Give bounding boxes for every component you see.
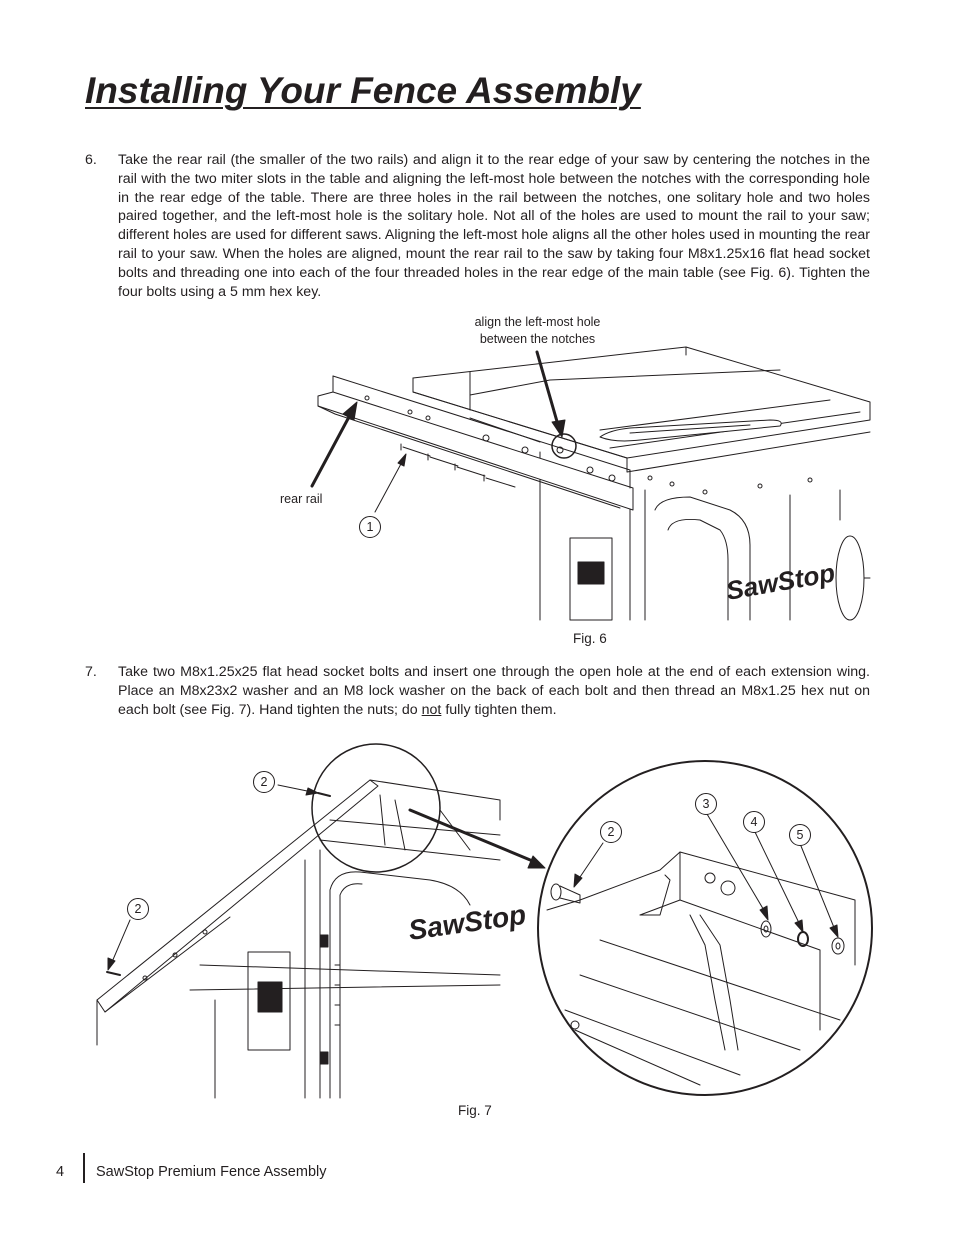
step-number: 7.: [85, 664, 97, 680]
footer-doc-title: SawStop Premium Fence Assembly: [96, 1164, 327, 1180]
callout-rear-rail: rear rail: [280, 492, 323, 506]
marker-label-4: 4: [750, 815, 758, 829]
step-text: Take the rear rail (the smaller of the two rails) and align it to the rear edge of your saw by centering the notches in the rail with the two miter slots in the table and aligning the left-most hole between the notches with the corresponding hole in the rear edge of the table. There are three holes in the rail between the notches, one solitary hole and two holes paired together, and the left-most hole is the solitary hole. Not all of the holes are used to mount the rail to your saw; different holes are used for different saws. Aligning the left-most hole aligns all the other holes used in mounting the rear rail to your saw. When the holes are aligned, mount the rear rail to the saw by taking four M8x1.25x16 flat head socket bolts and threading one into each of the four threaded holes in the rear edge of the main table (see Fig. 6). Tighten the four bolts using a 5 mm hex key.: [118, 152, 870, 300]
page-number: 4: [56, 1164, 65, 1180]
marker-label-2a: 2: [260, 775, 268, 789]
marker-label-1: 1: [366, 520, 374, 534]
zoom-circle-small: [312, 744, 440, 872]
footer-divider: [83, 1153, 85, 1183]
sawstop-logo: SawStop: [723, 557, 838, 606]
sawstop-logo: SawStop: [406, 898, 528, 946]
marker-label-5: 5: [796, 828, 804, 842]
fig6-caption: Fig. 6: [573, 631, 607, 646]
step-number: 6.: [85, 152, 97, 168]
marker-label-3: 3: [702, 797, 710, 811]
callout-align-hole: align the left-most hole between the notches: [474, 315, 601, 346]
step-text: Take two M8x1.25x25 flat head socket bolts and insert one through the open hole at the end of each extension wing. Place an M8x23x2 washer and an M8 lock washer on the back of each bolt and then thread an M8x1.25 hex nut on each bolt (see Fig. 7). Hand tighten the nuts; do not fully tighten them.: [118, 664, 870, 718]
extension-wing-rail: [97, 780, 378, 1012]
fig7-caption: Fig. 7: [458, 1103, 492, 1118]
marker-label-2b: 2: [134, 902, 142, 916]
page-title: Installing Your Fence Assembly: [85, 70, 641, 111]
marker-label-2c: 2: [607, 825, 615, 839]
